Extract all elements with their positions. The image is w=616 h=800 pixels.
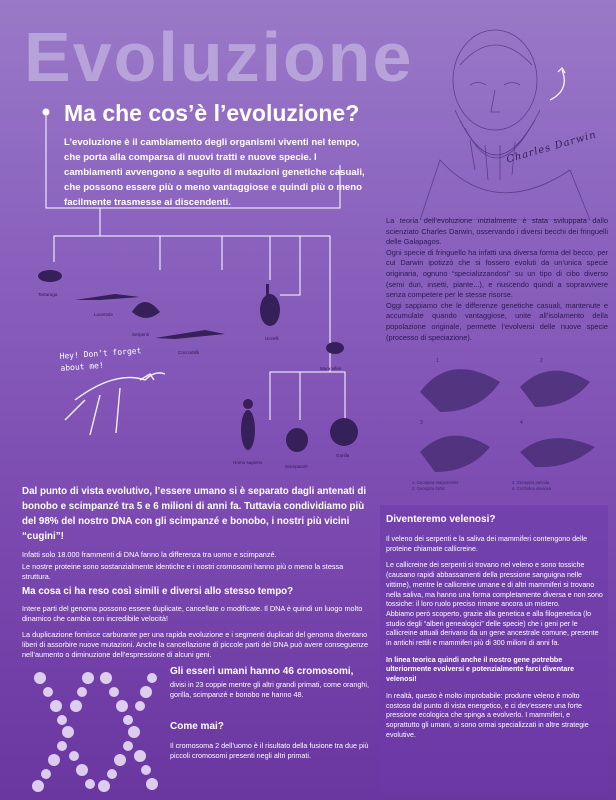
come-mai-text: Il cromosoma 2 dell’uomo è il risultato della fusione tra due più piccoli cromosomi presenti negli altri primati.: [170, 741, 369, 760]
venom-text: Il veleno dei serpenti e la saliva dei mammiferi contengono delle proteine chiamate callicreine. Le callicreine dei serpenti si trovano nel veleno e sono tossiche (causano rapidi abbassamenti della pressione sanguigna nelle vittime), mentre le callicreine umane e di altri mammiferi si trovano nella saliva, ma hanno una forma completamente diversa e non sono tossiche: il loro ruolo preciso rimane ancora un mistero. Abbiamo però scoperto, grazie alla genetica e alla filogenetica (lo studio degli “alberi genealogici” delle specie) che i geni per le callicreine attuali derivano da un gene ancestrale comune, presente in antichi rettili e mammiferi più di 300 milioni di anni fa. In linea teorica quindi anche il nostro gene potrebbe ulteriormente evolversi e potenzialmente farci diventare velenosi! In realtà, questo è molto improbabile: produrre veleno è molto costoso dal punto di vista energetico, e ci dev’essere una forte pressione ecologica che spinga a evolverlo. I mammiferi, e soprattutto gli umani, si sono ormai specializzati in altre strategie evolutive.: [386, 535, 603, 739]
finch-caption-left: 1. Geospiza magnirostris 2. Geospiza fortis: [412, 480, 459, 491]
chromosome-xx-illustration: [28, 670, 158, 795]
label-lucertola: Lucertole: [94, 312, 113, 317]
intro-paragraph: L’evoluzione è il cambiamento degli organismi viventi nel tempo, che porta alla comparsa di nuovi tratti e nuove specie. I cambiamenti avvengono a seguito di mutazioni genetiche casuali, che possono essere più o meno vantaggiose e quindi più o meno facilmente trasmesse ai discendenti.: [64, 137, 365, 208]
darwin-label: Charles Darwin: [505, 129, 598, 166]
label-scimpanze: Scimpanzé: [285, 464, 308, 469]
human-section: Dal punto di vista evolutivo, l’essere umano si è separato dagli antenati di bonobo e scimpanzé tra 5 e 6 milioni di anni fa. Tuttavia condividiamo più del 98% del nostro DNA con gli scimpanzé e bonobo, i nostri più vicini “cugini”! Infatti solo 18.000 frammenti di DNA fanno la differenza tra uomo e scimpanzé. Le nostre proteine sono sostanzialmente identiche e i nostri cromosomi hanno più o meno la stessa struttura.: [22, 486, 367, 581]
emu-icon: [260, 294, 280, 326]
label-tartaruga: Tartaruga: [38, 292, 58, 297]
finch-num-1: 1: [436, 358, 439, 364]
label-gorilla: Gorilla: [336, 453, 350, 458]
chromosomes-text: divisi in 23 coppie mentre gli altri grandi primati, come oranghi, gorilla, scimpanzé e bonobo ne hanno 48.: [170, 680, 369, 699]
finch-num-4: 4: [520, 420, 523, 426]
chromosomes-title: Gli esseri umani hanno 46 cromosomi,: [170, 666, 354, 677]
finch-caption-right: 3. Geospiza parvula 4. Certhidea olivacea: [512, 480, 552, 491]
label-coccodrilli: Coccodrilli: [178, 350, 200, 355]
snake-icon: [132, 302, 160, 318]
label-uccelli: Uccelli: [265, 336, 279, 341]
human-icon: [241, 410, 255, 450]
label-mammiferi: Mammiferi: [320, 366, 342, 371]
gorilla-icon: [330, 418, 358, 446]
genome-question: Ma cosa ci ha reso così simili e diversi allo stesso tempo?: [22, 586, 294, 597]
label-serpenti: Serpenti: [132, 332, 150, 337]
finch-heads-illustration: [400, 352, 612, 492]
label-homo: Homo sapiens: [233, 460, 263, 465]
darwin-text: La teoria dell’evoluzione inizialmente è stata sviluppata dallo scienziato Charles Darwin, osservando i diversi becchi dei fringuelli delle Galapagos. Ogni specie di fringuello ha infatti una diversa forma del becco, per cui Darwin ipotizzò che si fossero evoluti da un’unica specie originaria, ognuno “specializzandosi” su un tipo di cibo diverso (semi duri, insetti, piante...), e riuscendo quindi a sopravvivere senza competere per le stesse risorse. Oggi sappiamo che le differenze genetiche casuali, mantenute e accumulate quando vantaggiose, unite all’isolamento della popolazione originale, permette l’evolversi delle nuove specie (processo di speciazione).: [386, 216, 608, 342]
lizard-icon: [75, 294, 140, 300]
finch-num-2: 2: [540, 358, 543, 364]
section-title: Ma che cos’è l’evoluzione?: [64, 100, 360, 126]
venom-title: Diventeremo velenosi?: [386, 514, 496, 525]
chimp-icon: [286, 428, 308, 452]
come-mai-heading: Come mai?: [170, 721, 224, 732]
dinosaur-skeleton-icon: [65, 373, 165, 435]
genome-text: Intere parti del genoma possono essere duplicate, cancellate o modificate. Il DNA è quindi un luogo molto dinamico che cambia con incredibile velocità! La duplicazione fornisce carburante per una rapida evoluzione e i segmenti duplicati del genoma diventano liberi di assorbire nuove mutazioni. Anche la cancellazione di piccole parti del DNA può avere conseguenze nell’aumento o diminuzione dell’espressione di alcuni geni.: [22, 604, 368, 659]
crocodile-icon: [155, 330, 225, 339]
dinosaur-note: Hey! Don’t forget about me!: [59, 346, 142, 373]
mouse-icon: [326, 342, 344, 354]
finch-num-3: 3: [420, 420, 423, 426]
turtle-icon: [38, 270, 62, 282]
page-title: Evoluzione: [24, 18, 414, 96]
